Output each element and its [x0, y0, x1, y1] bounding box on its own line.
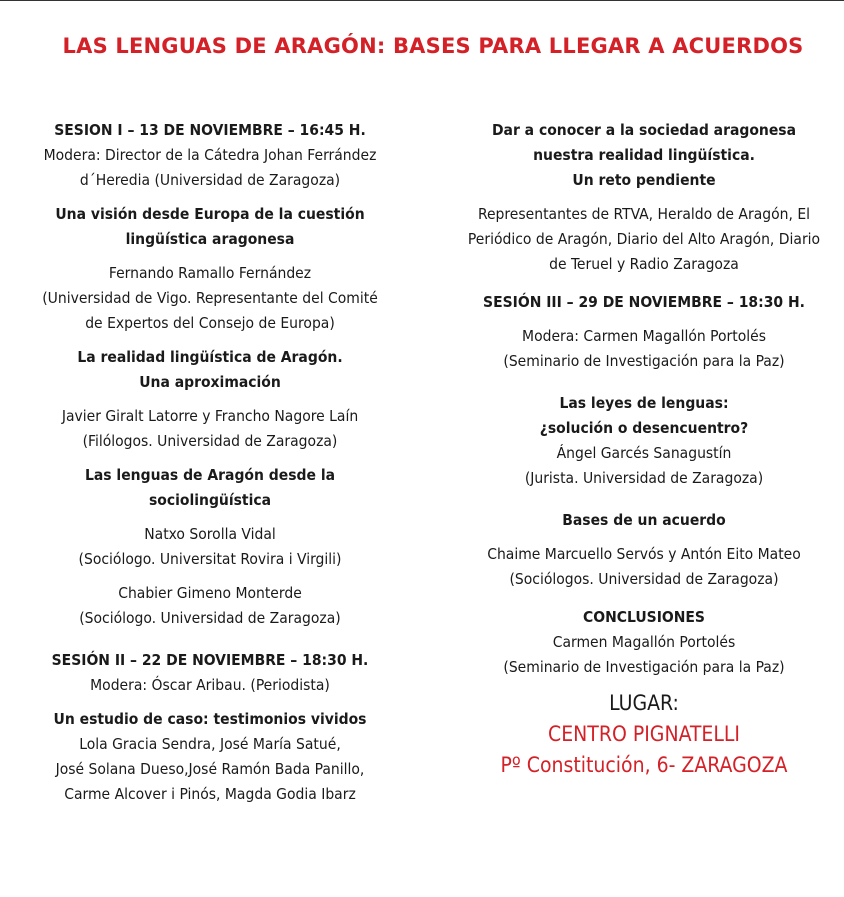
session3-heading: SESIÓN III – 29 DE NOVIEMBRE – 18:30 H. — [483, 293, 805, 311]
talk5-title-line3: Un reto pendiente — [572, 171, 716, 189]
talk4-title: Un estudio de caso: testimonios vividos — [53, 710, 367, 728]
talk3-speaker1: Natxo Sorolla Vidal — [144, 525, 276, 543]
session1-heading: SESION I – 13 DE NOVIEMBRE – 16:45 H. — [54, 121, 366, 139]
talk2-title-line2: Una aproximación — [139, 373, 281, 391]
talk7-affiliation: (Sociólogos. Universidad de Zaragoza) — [509, 570, 779, 588]
talk5-title-line2: nuestra realidad lingüística. — [533, 146, 755, 164]
talk6-title-line2: ¿solución o desencuentro? — [539, 419, 749, 437]
page-title: LAS LENGUAS DE ARAGÓN: BASES PARA LLEGAR A ACUERDOS — [62, 34, 804, 58]
session3-affiliation: (Seminario de Investigación para la Paz) — [503, 352, 785, 370]
talk6-speaker: Ángel Garcés Sanagustín — [556, 444, 732, 462]
left-column — [30, 118, 390, 807]
talk5-line3: de Teruel y Radio Zaragoza — [549, 255, 739, 273]
right-column — [462, 118, 826, 781]
talk1-affiliation-line2: de Expertos del Consejo de Europa) — [85, 314, 335, 332]
talk3-speaker2: Chabier Gimeno Monterde — [118, 584, 302, 602]
venue-address: Pº Constitución, 6- ZARAGOZA — [500, 753, 788, 777]
talk3-title-line1: Las lenguas de Aragón desde la — [84, 466, 336, 484]
session3-moderator: Modera: Carmen Magallón Portolés — [522, 327, 766, 345]
talk5-title-line1: Dar a conocer a la sociedad aragonesa — [491, 121, 797, 139]
talk7-speaker: Chaime Marcuello Servós y Antón Eito Mateo — [487, 545, 801, 563]
talk4-line2: José Solana Dueso,José Ramón Bada Panillo, — [55, 760, 365, 778]
talk5-line2: Periódico de Aragón, Diario del Alto Aragón, Diario — [467, 230, 821, 248]
conclusions-title: CONCLUSIONES — [583, 608, 705, 626]
session2-moderator: Modera: Óscar Aribau. (Periodista) — [90, 676, 330, 694]
conclusions-speaker: Carmen Magallón Portolés — [552, 633, 736, 651]
venue-block — [462, 688, 826, 781]
session1-moderator-line2: d´Heredia (Universidad de Zaragoza) — [79, 171, 341, 189]
talk7-title: Bases de un acuerdo — [562, 511, 726, 529]
session2-heading: SESIÓN II – 22 DE NOVIEMBRE – 18:30 H. — [51, 651, 369, 669]
venue-label: LUGAR: — [609, 691, 679, 715]
conclusions-affiliation: (Seminario de Investigación para la Paz) — [503, 658, 785, 676]
talk2-title-line1: La realidad lingüística de Aragón. — [77, 348, 343, 366]
talk1-speaker: Fernando Ramallo Fernández — [108, 264, 312, 282]
talk4-line3: Carme Alcover i Pinós, Magda Godia Ibarz — [64, 785, 356, 803]
talk1-title-line1: Una visión desde Europa de la cuestión — [55, 205, 365, 223]
talk2-speaker: Javier Giralt Latorre y Francho Nagore Laín — [61, 407, 359, 425]
talk5-line1: Representantes de RTVA, Heraldo de Aragón, El — [477, 205, 811, 223]
talk3-title-line2: sociolingüística — [148, 491, 272, 509]
talk3-affiliation1: (Sociólogo. Universitat Rovira i Virgili) — [78, 550, 342, 568]
talk2-affiliation: (Filólogos. Universidad de Zaragoza) — [82, 432, 338, 450]
talk4-line1: Lola Gracia Sendra, José María Satué, — [79, 735, 341, 753]
talk6-affiliation: (Jurista. Universidad de Zaragoza) — [524, 469, 764, 487]
talk1-affiliation-line1: (Universidad de Vigo. Representante del Comité — [42, 289, 378, 307]
venue-name: CENTRO PIGNATELLI — [548, 722, 740, 746]
talk1-title-line2: lingüística aragonesa — [125, 230, 295, 248]
talk6-title-line1: Las leyes de lenguas: — [559, 394, 729, 412]
session1-moderator-line1: Modera: Director de la Cátedra Johan Ferrández — [43, 146, 377, 164]
top-border-line — [0, 0, 844, 1]
talk3-affiliation2: (Sociólogo. Universidad de Zaragoza) — [79, 609, 341, 627]
